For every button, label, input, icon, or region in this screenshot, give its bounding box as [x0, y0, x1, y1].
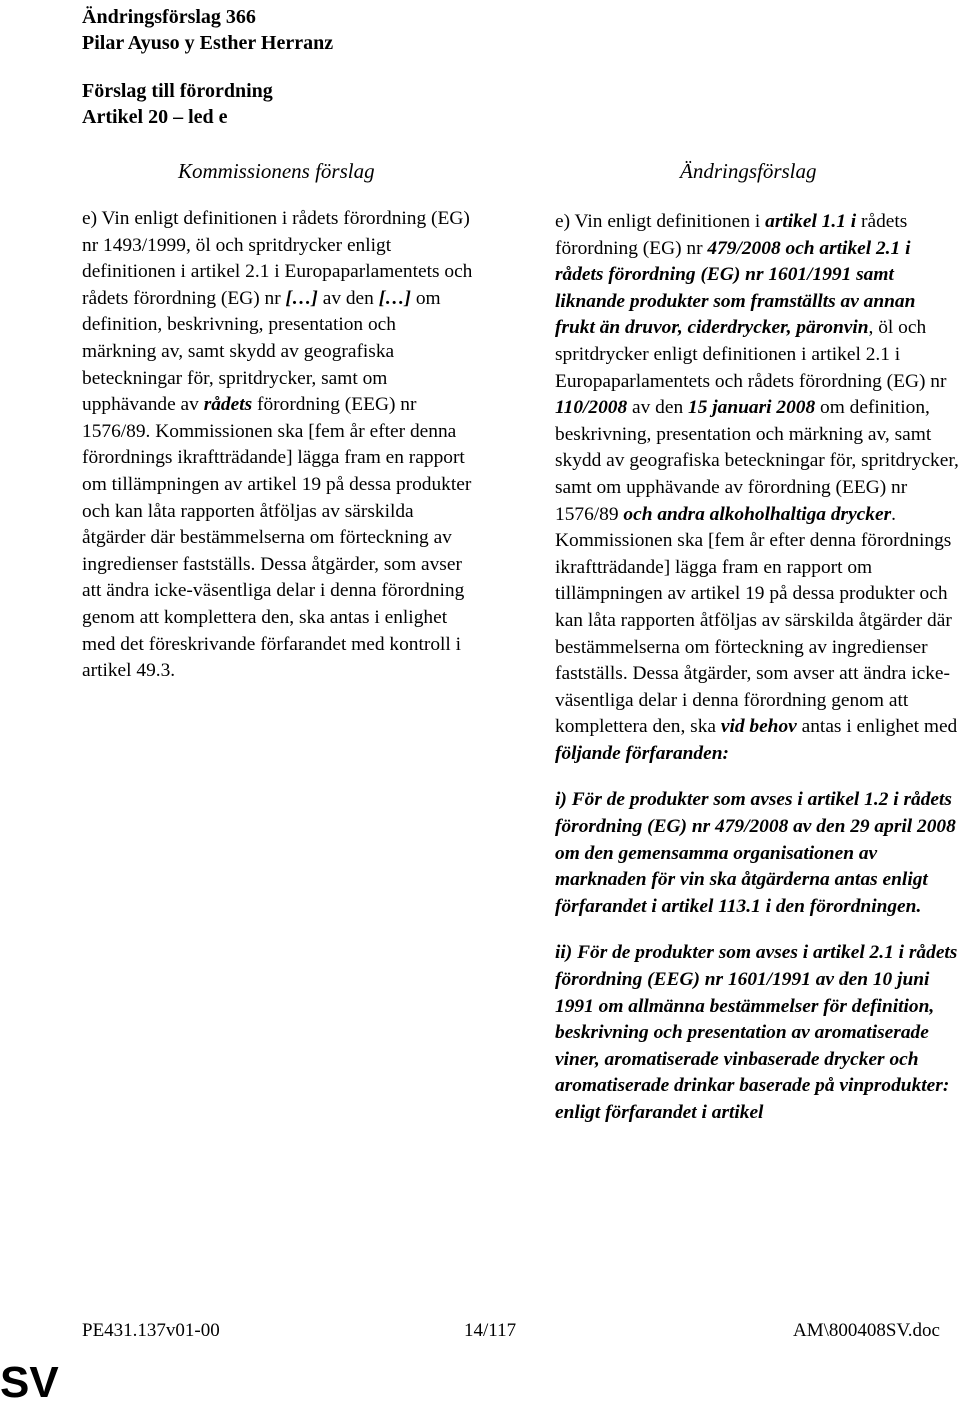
amendment-paragraph: [555, 209, 960, 767]
commission-proposal-text: [82, 206, 474, 685]
commission-proposal-heading: Kommissionens förslag: [178, 159, 375, 183]
commission-paragraph: [82, 206, 474, 685]
document-filename: AM\800408SV.doc: [793, 1320, 940, 1341]
text-run-emphasis: 479/2008 och artikel 2.1 i rådets förordning (EG) nr 1601/1991 samt liknande produkter som framställts av annan frukt än druvor, ciderdrycker, päronvin: [555, 237, 916, 339]
text-run: e) Vin enligt definitionen i: [555, 211, 766, 232]
page-number: 14/117: [464, 1320, 517, 1341]
text-run-emphasis: […]: [378, 287, 412, 309]
text-run: om definition, beskrivning, presentation och märkning av, samt skydd av geografiska beteckningar för, spritdrycker, samt om upphävande av: [82, 287, 441, 416]
text-run-emphasis: […]: [285, 287, 318, 309]
proposal-title: Förslag till förordning: [82, 80, 273, 102]
text-run-emphasis: 15 januari 2008: [688, 397, 816, 419]
text-run: förordning (EEG) nr 1576/89. Kommissionen ska [fem år efter denna förordnings ikraftträdande] lägga fram en rapport om tillämpningen av artikel 19 på dessa produkter och kan låta rapporten åtföljas av särskilda åtgärder där bestämmelserna om förteckning av ingredienser fastställs. Dessa åtgärder, som avser att ändra icke-väsentliga delar i denna förordning genom att komplettera den, ska antas i enlighet med det föreskrivande förfarandet med kontroll i artikel 49.3.: [82, 394, 472, 682]
text-run-emphasis: följande förfaranden:: [555, 742, 729, 764]
amendment-authors: Pilar Ayuso y Esther Herranz: [82, 32, 334, 54]
amendment-text: [555, 209, 960, 1127]
text-run: antas i enlighet med: [796, 716, 958, 738]
text-run-emphasis: 110/2008: [555, 397, 628, 419]
amendment-subparagraph-i: i) För de produkter som avses i artikel 1.2 i rådets förordning (EG) nr 479/2008 av den 29 april 2008 om den gemensamma organisationen av marknaden för vin ska åtgärderna antas enligt förfarandet i artikel 113.1 i den förordningen.: [555, 789, 956, 917]
text-run: rådets förordning (EG) nr: [555, 211, 908, 259]
text-run-emphasis: och andra alkoholhaltiga drycker: [623, 503, 892, 525]
text-run: av den: [317, 287, 379, 309]
text-run-emphasis: vid behov: [720, 716, 797, 738]
text-run: e) Vin enligt definitionen i rådets förordning (EG) nr 1493/1999, öl och spritdrycker enligt definitionen i artikel 2.1 i Europaparlamentets och rådets förordning (EG) nr: [82, 208, 473, 309]
text-run: av den: [627, 397, 689, 419]
text-run: , öl och spritdrycker enligt definitionen i artikel 2.1 i Europaparlamentets och rådets förordning (EG) nr: [555, 317, 947, 392]
amendment-heading: Ändringsförslag: [680, 159, 817, 183]
text-run-emphasis: rådets: [203, 394, 253, 416]
amendment-number: Ändringsförslag 366: [82, 6, 256, 28]
text-run: om definition, beskrivning, presentation och märkning av, samt skydd av geografiska beteckningar för, spritdrycker, samt om upphävande av förordning (EEG) nr 1576/89: [555, 397, 959, 525]
document-reference: PE431.137v01-00: [82, 1320, 220, 1341]
amendment-subparagraph-ii: ii) För de produkter som avses i artikel 2.1 i rådets förordning (EEG) nr 1601/1991 av den 10 juni 1991 om allmänna bestämmelser för definition, beskrivning och presentation av aromatiserade viner, aromatiserade vinbaserade drycker och aromatiserade drinkar baserade på vinprodukter: enligt förfarandet i artikel: [555, 942, 958, 1123]
text-run-emphasis: artikel 1.1 i: [765, 211, 857, 232]
language-code: SV: [0, 1358, 59, 1407]
article-reference: Artikel 20 – led e: [82, 106, 228, 128]
text-run: . Kommissionen ska [fem år efter denna förordnings ikraftträdande] lägga fram en rapport om tillämpningen av artikel 19 på dessa produkter och kan låta rapporten åtföljas av särskilda åtgärder där bestämmelserna om förteckning av ingredienser fastställs. Dessa åtgärder, som avser att ändra icke-väsentliga delar i denna förordning genom att komplettera den, ska: [555, 503, 952, 738]
